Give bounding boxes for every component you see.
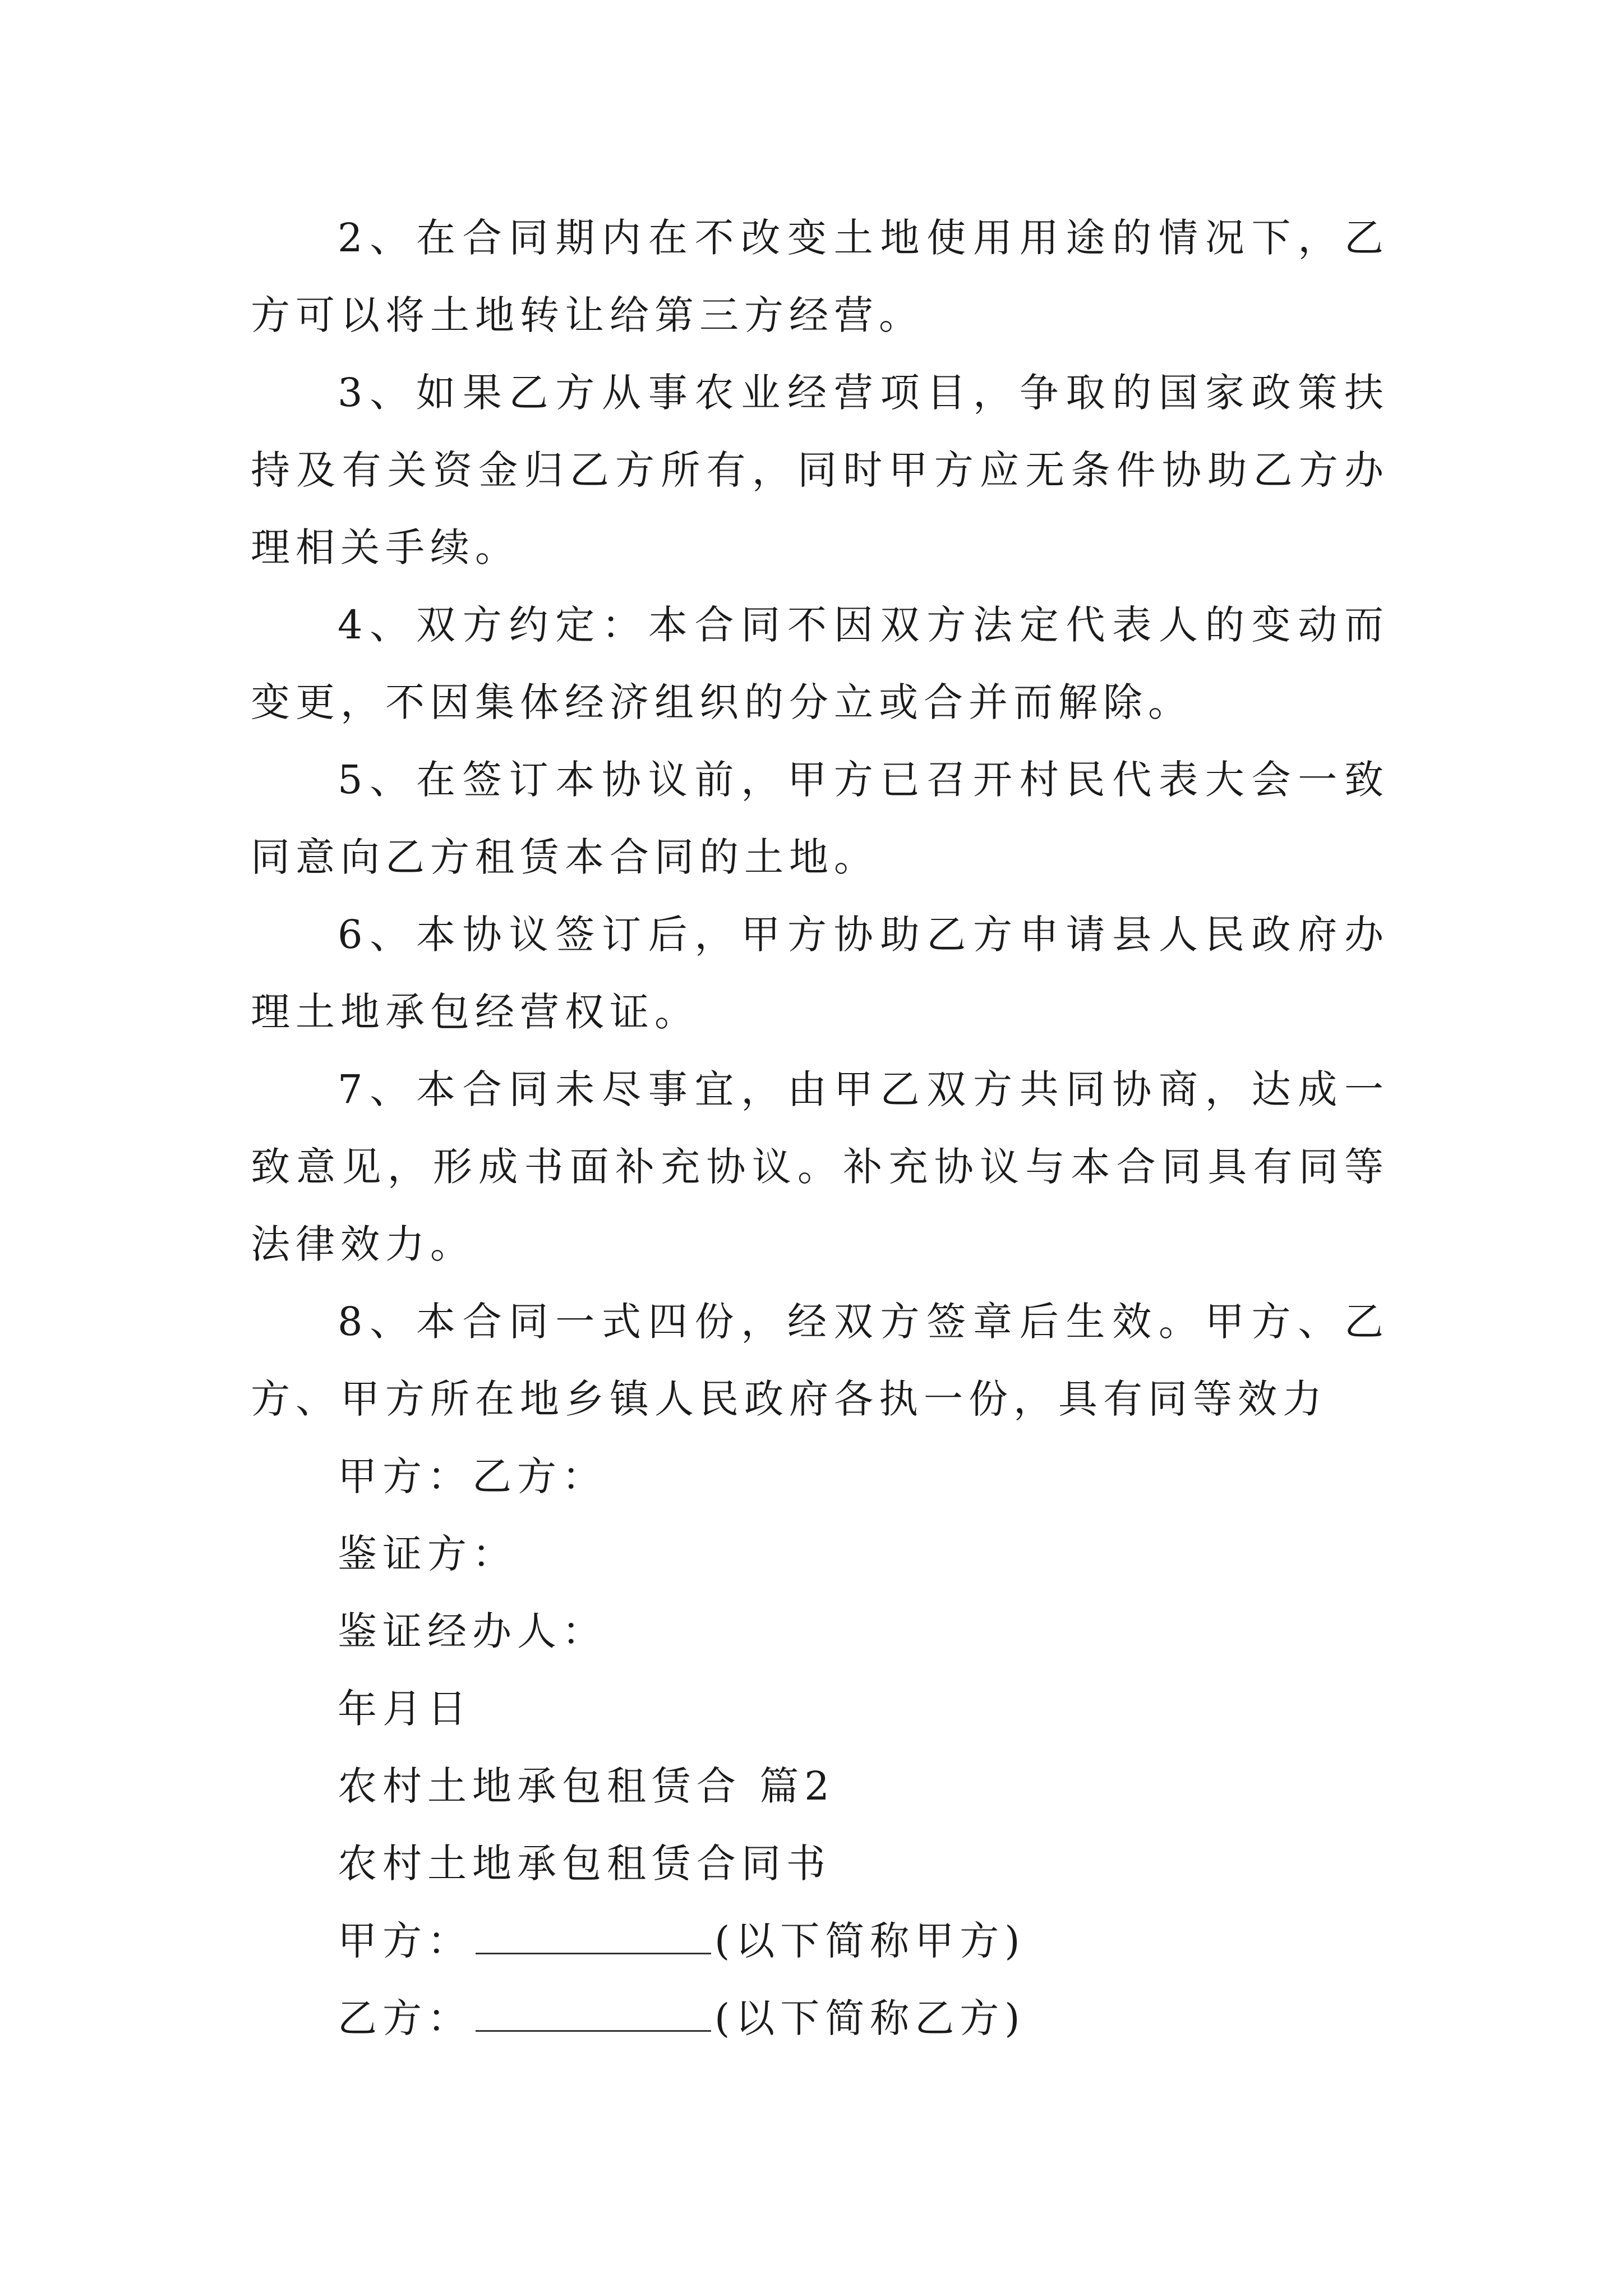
contract-title: 农村土地承包租赁合同书 xyxy=(338,1841,831,1887)
party-b-line xyxy=(251,1980,1389,2057)
signature-parties: 甲方：乙方： xyxy=(338,1453,607,1499)
party-a-line xyxy=(251,1902,1389,1980)
clause-3: 3、如果乙方从事农业经营项目，争取的国家政策扶持及有关资金归乙方所有，同时甲方应无条件协助乙方办理相关手续。 xyxy=(251,370,1389,570)
party-b-label: 乙方： xyxy=(338,1995,472,2041)
clause-4: 4、双方约定：本合同不因双方法定代表人的变动而变更，不因集体经济组织的分立或合并而解除。 xyxy=(251,602,1389,725)
clause-2: 2、在合同期内在不改变土地使用用途的情况下，乙方可以将土地转让给第三方经营。 xyxy=(251,215,1389,338)
section-heading: 农村土地承包租赁合 篇2 xyxy=(338,1763,835,1809)
party-a-label: 甲方： xyxy=(338,1918,472,1964)
clause-7: 7、本合同未尽事宜，由甲乙双方共同协商，达成一致意见，形成书面补充协议。补充协议与本合同具有同等法律效力。 xyxy=(251,1066,1389,1267)
signature-date: 年月日 xyxy=(338,1686,472,1732)
party-a-suffix: (以下简称甲方) xyxy=(714,1918,1026,1964)
clause-5: 5、在签订本协议前，甲方已召开村民代表大会一致同意向乙方租赁本合同的土地。 xyxy=(251,757,1389,880)
document-page xyxy=(251,199,1389,2057)
party-b-suffix: (以下简称乙方) xyxy=(714,1995,1026,2041)
party-b-blank[interactable] xyxy=(476,1995,711,2032)
clause-8: 8、本合同一式四份，经双方签章后生效。甲方、乙方、甲方所在地乡镇人民政府各执一份，具有同等效力 xyxy=(251,1299,1389,1422)
signature-witness-agent: 鉴证经办人： xyxy=(338,1608,607,1654)
signature-witness: 鉴证方： xyxy=(338,1531,517,1577)
party-a-blank[interactable] xyxy=(476,1918,711,1954)
clause-6: 6、本协议签订后，甲方协助乙方申请县人民政府办理土地承包经营权证。 xyxy=(251,912,1389,1035)
